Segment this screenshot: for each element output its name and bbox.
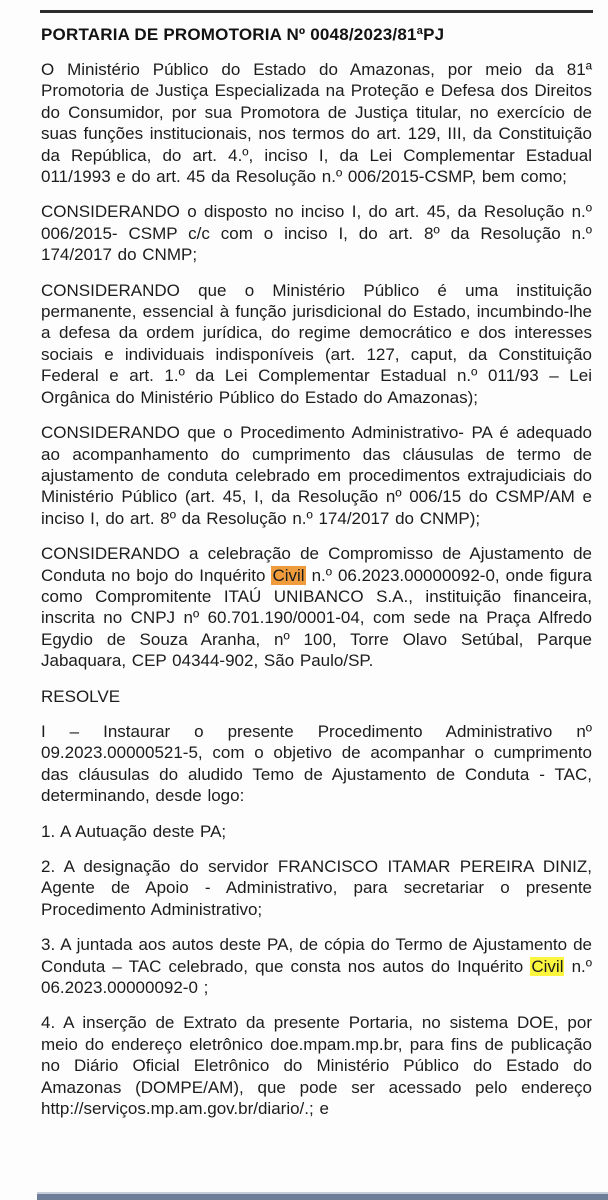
opening-paragraph (41, 59, 592, 187)
item-1 (41, 821, 592, 842)
text-run: 4. A inserção de Extrato da presente Portaria, no sistema DOE, por meio do endereço eletrônico doe.mpam.mp.br, para fins de publicação no Diário Oficial Eletrônico do Ministério Público do Estado do Amazonas (DOMPE/AM), que pode ser acessado pelo endereço http://serviços.mp.am.gov.br/diario/.; e (41, 1013, 592, 1119)
text-run: RESOLVE (41, 686, 121, 706)
item-I (41, 721, 592, 807)
highlighted-text: Civil (531, 956, 564, 976)
text-run: n.º 06.2023.00000092-0, onde figura como Compromitente ITAÚ UNIBANCO S.A., instituição financeira, inscrita no CNPJ nº 60.701.190/0001-04, com sede na Praça Alfredo Egydio de Souza Aranha, nº 100, Torre Olavo Setúbal, Parque Jabaquara, CEP 04344-902, São Paulo/SP. (41, 565, 592, 671)
considerando-2 (41, 280, 592, 408)
text-run: CONSIDERANDO que o Ministério Público é uma instituição permanente, essencial à função jurisdicional do Estado, incumbindo-lhe a defesa da ordem jurídica, do regime democrático e dos interesses sociais e individuais indisponíveis (art. 127, caput, da Constituição Federal e art. 1.º da Lei Complementar Estadual n.º 011/93 – Lei Orgânica do Ministério Público do Estado do Amazonas); (41, 280, 592, 407)
text-run: n.º 06.2023.00000092-0 ; (41, 956, 592, 998)
text-run: 2. A designação do servidor FRANCISCO ITAMAR PEREIRA DINIZ, Agente de Apoio - Administrativo, para secretariar o presente Procedimento Administrativo; (41, 857, 592, 919)
considerando-3 (41, 422, 592, 529)
resolve-heading (41, 686, 592, 707)
item-4 (41, 1012, 592, 1119)
document-content (41, 24, 592, 1119)
top-rule (40, 10, 593, 13)
item-2 (41, 856, 592, 920)
text-run: CONSIDERANDO que o Procedimento Administrativo- PA é adequado ao acompanhamento do cumprimento das cláusulas de termo de ajustamento de conduta celebrado em procedimentos extrajudiciais do Ministério Público (art. 45, I, da Resolução nº 006/15 do CSMP/AM e inciso I, do art. 8º da Resolução n.º 174/2017 do CNMP); (41, 423, 592, 528)
text-run: I – Instaurar o presente Procedimento Administrativo nº 09.2023.00000521-5, com o objetivo de acompanhar o cumprimento das cláusulas do aludido Temo de Ajustamento de Conduta - TAC, determinando, desde logo: (41, 721, 592, 806)
bottom-bar (37, 1192, 608, 1200)
highlighted-text: Civil (272, 565, 305, 585)
document-title: PORTARIA DE PROMOTORIA Nº 0048/2023/81ªPJ (41, 25, 445, 44)
document-body (41, 59, 592, 1119)
item-3 (41, 934, 592, 998)
considerando-4 (41, 543, 592, 671)
text-run: 1. A Autuação deste PA; (41, 821, 227, 841)
text-run: CONSIDERANDO o disposto no inciso I, do art. 45, da Resolução n.º 006/2015- CSMP c/c com o inciso I, do art. 8º da Resolução n.º 174/2017 do CNMP; (41, 202, 592, 265)
text-run: O Ministério Público do Estado do Amazonas, por meio da 81ª Promotoria de Justiça Especializada na Proteção e Defesa dos Direitos do Consumidor, por sua Promotora de Justiça titular, no exercício de suas funções institucionais, nos termos do art. 129, III, da Constituição da República, do art. 4.º, inciso I, da Lei Complementar Estadual 011/1993 e do art. 45 da Resolução n.º 006/2015-CSMP, bem como; (41, 60, 592, 187)
considerando-1 (41, 201, 592, 265)
text-run: CONSIDERANDO a celebração de Compromisso de Ajustamento de Conduta no bojo do Inquérito (41, 544, 592, 585)
text-run: 3. A juntada aos autos deste PA, de cópia do Termo de Ajustamento de Conduta – TAC celebrado, que consta nos autos do Inquérito (41, 935, 592, 976)
